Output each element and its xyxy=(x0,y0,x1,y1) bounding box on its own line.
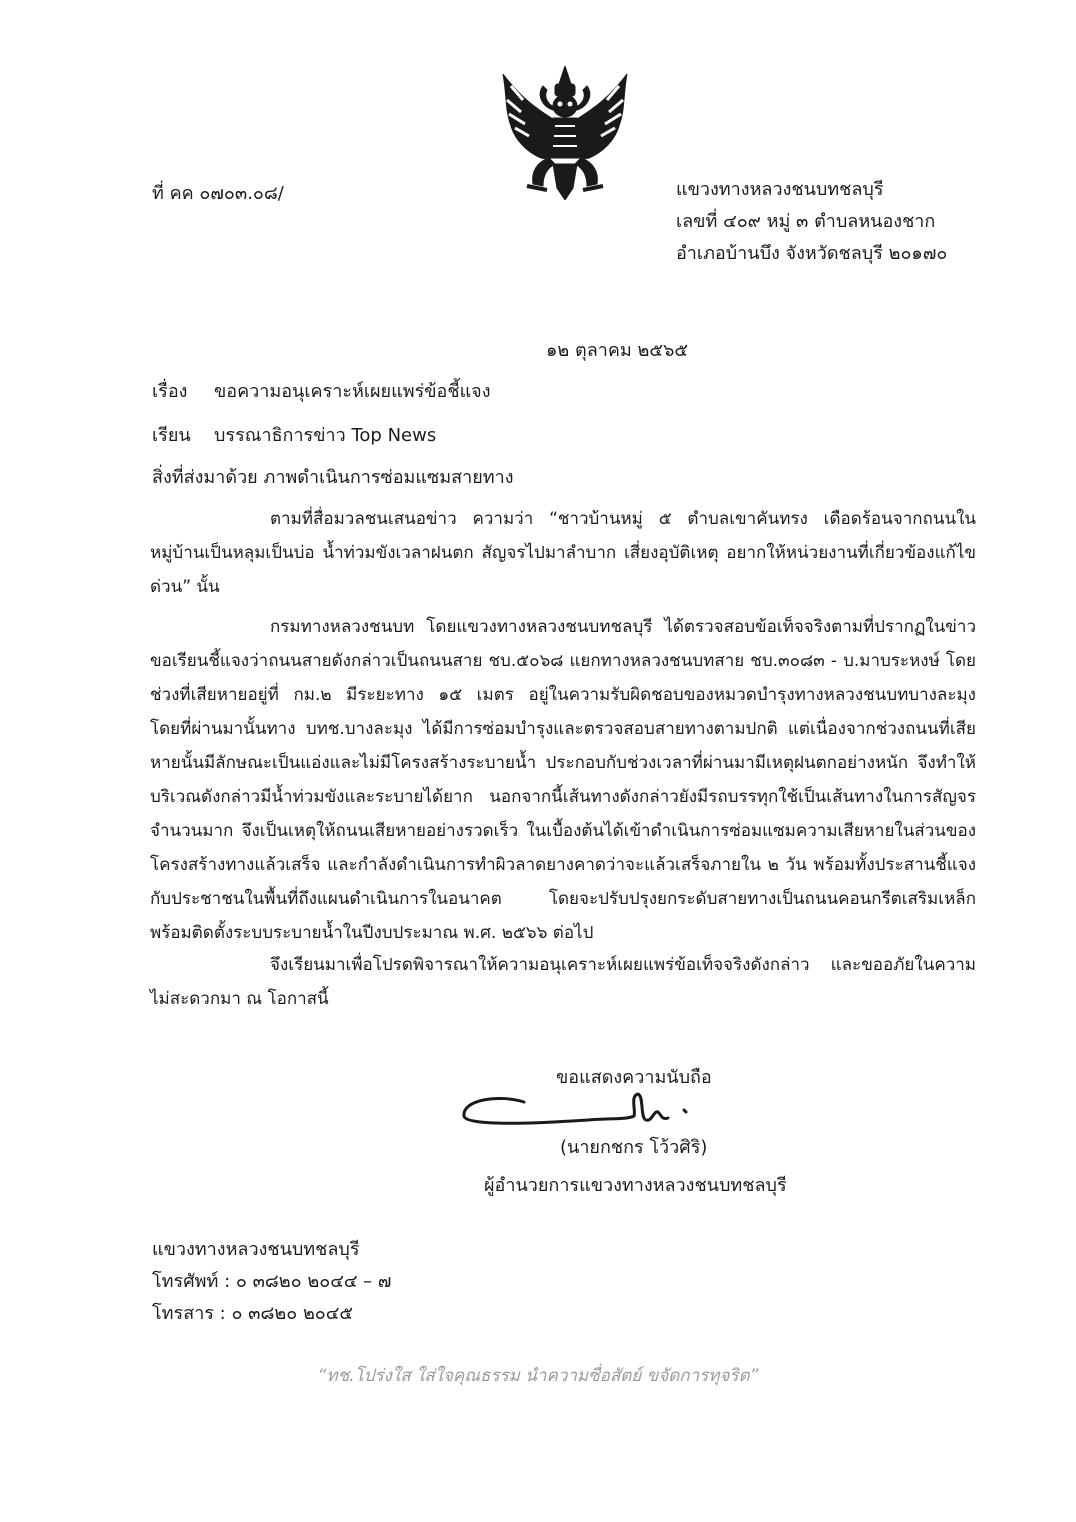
reference-number: ที่ คค ๐๗๐๓.๐๘/ xyxy=(152,183,284,204)
org-address-line: อำเภอบ้านบึง จังหวัดชลบุรี ๒๐๑๗๐ xyxy=(676,243,948,264)
paragraph-text: จึงเรียนมาเพื่อโปรดพิจารณาให้ความอนุเคราะห์เผยแพร่ข้อเท็จจริงดังกล่าว และขออภัยในความไม่สะดวกมา ณ โอกาสนี้ xyxy=(150,955,976,1009)
org-name: แขวงทางหลวงชนบทชลบุรี xyxy=(676,179,884,200)
motto-text: “ทช.โปร่งใส ใส่ใจคุณธรรม นำความซื่อสัตย์ ขจัดการทุจริต” xyxy=(317,1366,759,1386)
subject-label: เรื่อง xyxy=(152,381,188,402)
signer-title: ผู้อำนวยการแขวงทางหลวงชนบทชลบุรี xyxy=(484,1175,787,1196)
org-address-line: เลขที่ ๔๐๙ หมู่ ๓ ตำบลหนองชาก xyxy=(676,211,936,232)
footer-office: แขวงทางหลวงชนบทชลบุรี xyxy=(152,1239,360,1260)
closing-text: ขอแสดงความนับถือ xyxy=(556,1067,712,1088)
signer-name: (นายกชกร โว้วศิริ) xyxy=(560,1137,708,1158)
letter-date: ๑๒ ตุลาคม ๒๕๖๕ xyxy=(546,340,689,361)
enclosure-text: สิ่งที่ส่งมาด้วย ภาพดำเนินการซ่อมแซมสายทาง xyxy=(152,467,514,488)
paragraph-text: ตามที่สื่อมวลชนเสนอข่าว ความว่า “ชาวบ้านหมู่ ๕ ตำบลเขาคันทรง เดือดร้อนจากถนนในหมู่บ้านเป็นหลุมเป็นบ่อ น้ำท่วมขังเวลาฝนตก สัญจรไปมาลำบาก เสี่ยงอุบัติเหตุ อยากให้หน่วยงานที่เกี่ยวข้องแก้ไขด่วน” นั้น xyxy=(150,509,976,597)
subject-text: ขอความอนุเคราะห์เผยแพร่ข้อชี้แจง xyxy=(214,381,491,402)
footer-fax: โทรสาร : ๐ ๓๘๒๐ ๒๐๔๕ xyxy=(152,1303,354,1324)
recipient-text: บรรณาธิการข่าว Top News xyxy=(214,425,437,446)
body-paragraph xyxy=(150,610,976,950)
footer-phone: โทรศัพท์ : ๐ ๓๘๒๐ ๒๐๔๔ – ๗ xyxy=(152,1271,392,1292)
body-paragraph xyxy=(150,948,976,1016)
paragraph-text: กรมทางหลวงชนบท โดยแขวงทางหลวงชนบทชลบุรี ได้ตรวจสอบข้อเท็จจริงตามที่ปรากฏในข่าว ขอเรียนชี้แจงว่าถนนสายดังกล่าวเป็นถนนสาย ชบ.๕๐๖๘ แยกทางหลวงชนบทสาย ชบ.๓๐๘๓ - บ.มาบระหงษ์ โดยช่วงที่เสียหายอยู่ที่ กม.๒ มีระยะทาง ๑๕ เมตร อยู่ในความรับผิดชอบของหมวดบำรุงทางหลวงชนบทบางละมุง โดยที่ผ่านมานั้นทาง บทช.บางละมุง ได้มีการซ่อมบำรุงและตรวจสอบสายทางตามปกติ แต่เนื่องจากช่วงถนนที่เสียหายนั้นมีลักษณะเป็นแอ่งและไม่มีโครงสร้างระบายน้ำ ประกอบกับช่วงเวลาที่ผ่านมามีเหตุฝนตกอย่างหนัก จึงทำให้บริเวณดังกล่าวมีน้ำท่วมขังและระบายได้ยาก นอกจากนี้เส้นทางดังกล่าวยังมีรถบรรทุกใช้เป็นเส้นทางในการสัญจรจำนวนมาก จึงเป็นเหตุให้ถนนเสียหายอย่างรวดเร็ว ในเบื้องต้นได้เข้าดำเนินการซ่อมแซมความเสียหายในส่วนของโครงสร้างทางแล้วเสร็จ และกำลังดำเนินการทำผิวลาดยางคาดว่าจะแล้วเสร็จภายใน ๒ วัน พร้อมทั้งประสานชี้แจงกับประชาชนในพื้นที่ถึงแผนดำเนินการในอนาคต โดยจะปรับปรุงยกระดับสายทางเป็นถนนคอนกรีตเสริมเหล็กพร้อมติดตั้งระบบระบายน้ำในปีงบประมาณ พ.ศ. ๒๕๖๖ ต่อไป xyxy=(150,617,976,943)
handwritten-signature xyxy=(458,1090,718,1134)
body-paragraph xyxy=(150,502,976,604)
to-label: เรียน xyxy=(152,425,191,446)
garuda-emblem-icon xyxy=(497,66,633,200)
